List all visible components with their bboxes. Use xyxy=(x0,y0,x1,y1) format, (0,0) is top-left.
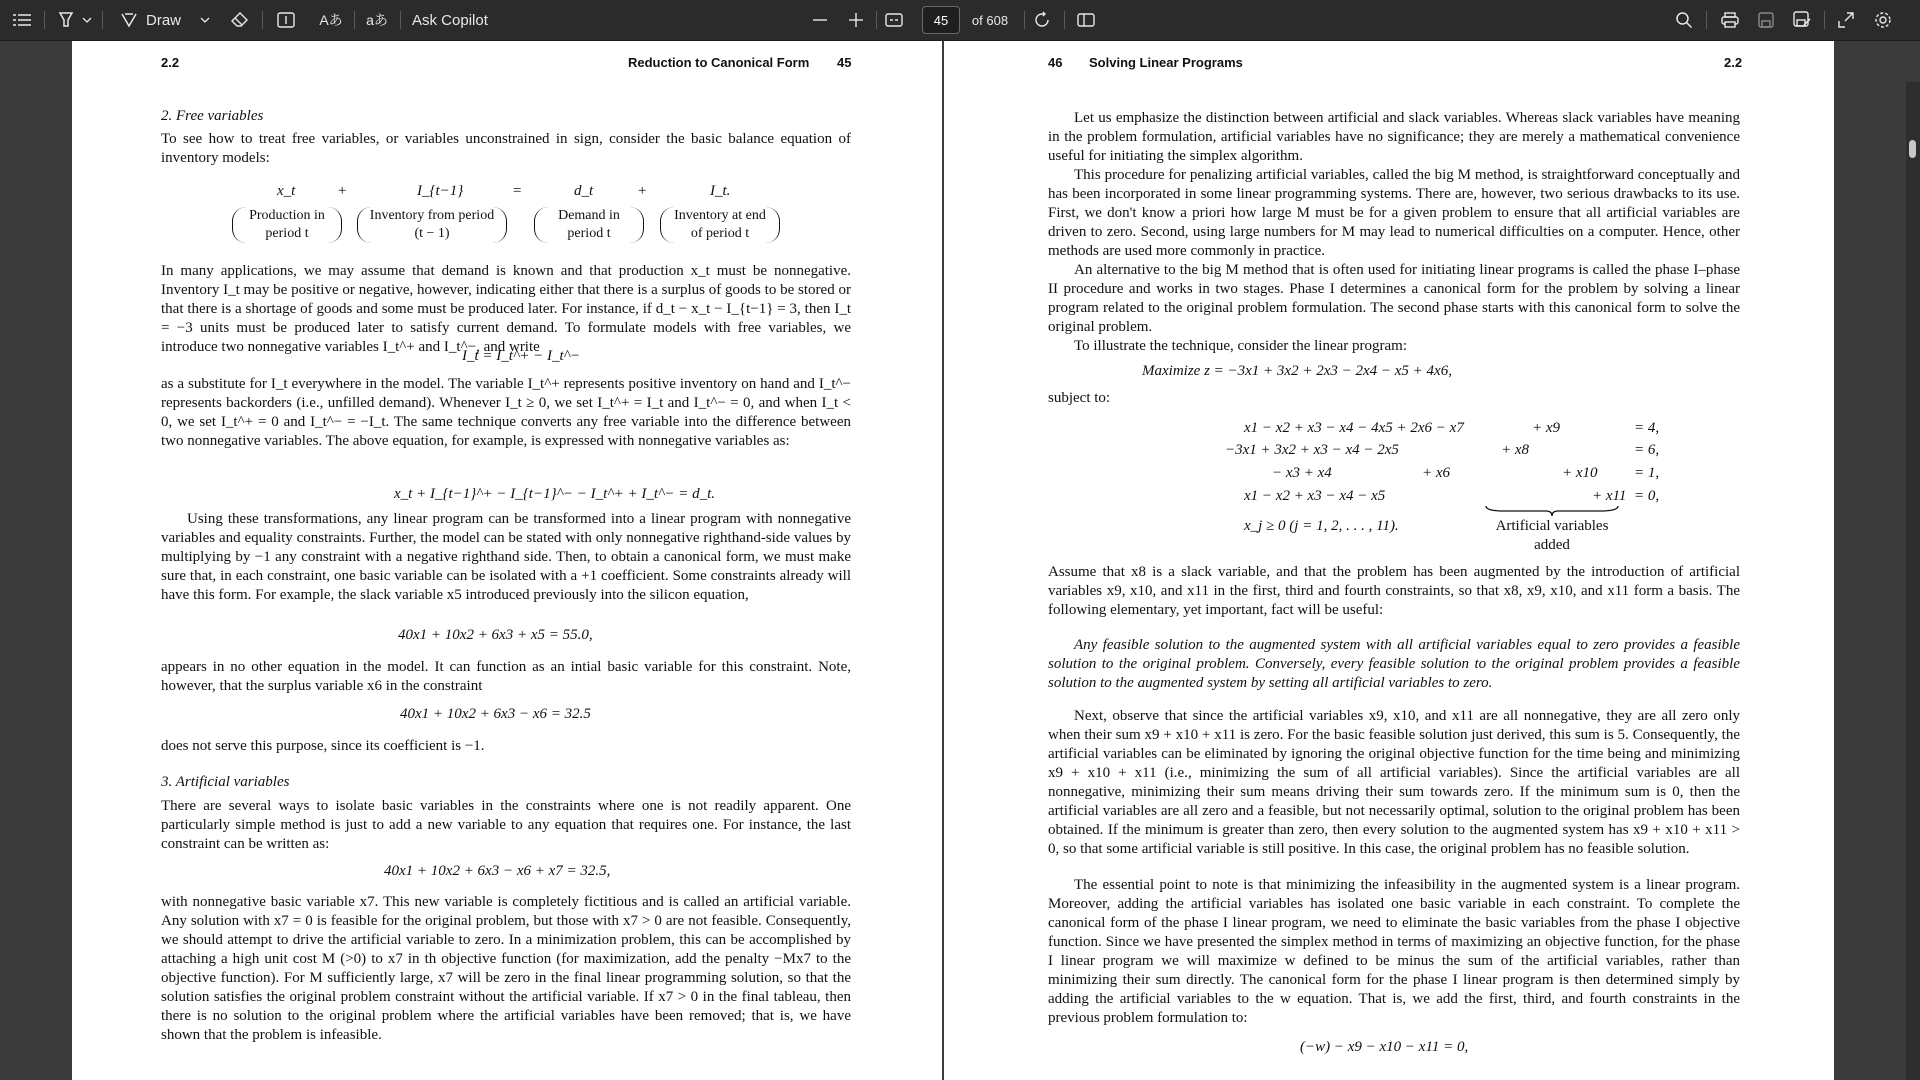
page-running-title: Reduction to Canonical Form xyxy=(628,55,810,70)
read-aloud-glyph: Aあ xyxy=(319,12,343,28)
translate-icon[interactable] xyxy=(364,0,390,40)
paragraph: The essential point to note is that minimizing the infeasibility in the augmented system is a linear program. Moreover, adding the artificial variables has isolated one basic variable in each constraint. To complete the canonical form of the phase I linear program, we need to eliminate the basic variables from the phase I objective function. Since we have presented the simplex method in terms of maximizing an objective function, for the phase I linear program we will maximize w defined to be minus the sum of the artificial variables, rather than minimizing their sum directly. The canonical form for the phase I linear program is then determined simply by adding the artificial variables to the w equation. That is, we add the first, third, and fourth constraints in the previous problem formulation to: xyxy=(1048,877,1740,1026)
pdf-page-46 xyxy=(944,41,1834,1080)
section-heading-artificial-variables: 3. Artificial variables xyxy=(161,774,290,790)
ask-copilot-label: Ask Copilot xyxy=(412,11,488,29)
balance-term: + xyxy=(637,183,648,199)
draw-label: Draw xyxy=(146,11,182,29)
constraint-extra: + x8 xyxy=(1501,442,1530,458)
paragraph: In many applications, we may assume that demand is known and that production x_t must be nonnegative. Inventory I_t may be positive or negative, however, indicating either that there is a surplus of goods to be stored or that there is a shortage of goods and some must be produced later. For instance, if d_t − x_t − I_{t−1} = 3, then I_t = −3 units must be produced later to satisfy current demand. To formulate models with free variables, we introduce two nonnegative variables I_t^+ and I_t^−, and write xyxy=(161,263,851,355)
paragraph: does not serve this purpose, since its coefficient is −1. xyxy=(161,738,485,754)
equation: 40x1 + 10x2 + 6x3 − x6 + x7 = 32.5, xyxy=(384,863,611,879)
paragraph: An alternative to the big M method that is often used for initiating linear programs is called the phase I–phase II procedure and works in two stages. Phase I determines a canonical form for the problem by solving a linear program related to the original problem formulation. The second phase starts with this canonical form to solve the original problem. xyxy=(1048,262,1740,335)
page-number-input[interactable]: 45 xyxy=(922,6,960,34)
paragraph: To see how to treat free variables, or variables unconstrained in sign, consider the basic balance equation of inventory models: xyxy=(161,131,851,166)
constraint-rhs: = 6, xyxy=(1634,442,1660,458)
page-number: 45 xyxy=(837,55,852,70)
read-aloud-icon[interactable] xyxy=(318,0,344,40)
balance-label: Inventory from period (t − 1) xyxy=(357,207,507,243)
paragraph: Assume that x8 is a slack variable, and that the problem has been augmented by the introduction of artificial variables x9, x10, and x11 in the first, third and fourth constraints, so that x8, x9, x10, and x11 form a basis. The following elementary, yet important, fact will be useful: xyxy=(1048,564,1740,618)
constraint-extra: + x11 xyxy=(1592,488,1627,504)
objective-function: Maximize z = −3x1 + 3x2 + 2x3 − 2x4 − x5 + 4x6, xyxy=(1142,363,1452,379)
constraint-extra: + x10 xyxy=(1562,465,1598,481)
balance-term: I_{t−1} xyxy=(417,183,464,199)
equation: I_t = I_t^+ − I_t^− xyxy=(462,348,581,364)
document-viewer[interactable] xyxy=(0,41,1920,1080)
nonnegativity: x_j ≥ 0 (j = 1, 2, . . . , 11). xyxy=(1244,518,1399,534)
equation: x_t + I_{t−1}^+ − I_{t−1}^− − I_t^+ + I_t^− = d_t. xyxy=(394,486,716,502)
translate-glyph: aあ xyxy=(366,12,388,28)
equation: 40x1 + 10x2 + 6x3 + x5 = 55.0, xyxy=(398,627,593,643)
draw-icon xyxy=(120,12,138,28)
paragraph: with nonnegative basic variable x7. This new variable is completely fictitious and is called an artificial variable. Any solution with x7 = 0 is feasible for the original problem, but those with x7 > 0 are not feasible. Consequently, we should attempt to drive the artificial variable to zero. In a minimization problem, this can be accomplished by attaching a high unit cost M (>0) to x7 in th objective function (for maximization, add the penalty −Mx7 to the objective function). For M sufficiently large, x7 will be zero in the final linear programming solution, so that the solution satisfies the original problem constraint without the artificial variable. If x7 > 0 in the final tableau, then there is no solution to the original problem where the artificial variables have been removed; that is, we have shown that the problem is infeasible. xyxy=(161,894,851,1043)
vertical-scrollbar[interactable] xyxy=(1906,82,1920,1080)
paragraph: There are several ways to isolate basic variables in the constraints where one is not readily apparent. One particularly simple method is just to add a new variable to any equation that requires one. For instance, the last constraint can be written as: xyxy=(161,798,851,852)
search-icon[interactable] xyxy=(1672,0,1696,40)
constraint-lhs: x1 − x2 + x3 − x4 − x5 xyxy=(1244,488,1386,504)
total-pages: of 608 xyxy=(971,12,1009,28)
draw-button[interactable] xyxy=(120,0,210,40)
page-number: 46 xyxy=(1048,55,1063,70)
equation: (−w) − x9 − x10 − x11 = 0, xyxy=(1300,1039,1469,1055)
balance-label: Production in period t xyxy=(232,207,342,243)
contents-icon[interactable] xyxy=(8,0,36,40)
settings-icon[interactable] xyxy=(1870,0,1896,40)
fit-page-icon[interactable] xyxy=(882,0,906,40)
zoom-in-icon[interactable] xyxy=(846,0,866,40)
save-as-icon[interactable] xyxy=(1790,0,1814,40)
fullscreen-icon[interactable] xyxy=(1834,0,1858,40)
print-icon[interactable] xyxy=(1718,0,1742,40)
paragraph: appears in no other equation in the model. It can function as an intial basic variable for this constraint. Note, however, that the surplus variable x6 in the constraint xyxy=(161,659,851,694)
balance-term: x_t xyxy=(277,183,296,199)
save-icon[interactable] xyxy=(1754,0,1778,40)
highlight-icon[interactable] xyxy=(54,0,78,40)
toolbar xyxy=(0,0,1920,41)
constraint-lhs: − x3 + x4 xyxy=(1272,465,1332,481)
constraint-lhs: −3x1 + 3x2 + x3 − x4 − 2x5 xyxy=(1225,442,1399,458)
page-view-icon[interactable] xyxy=(1074,0,1098,40)
section-heading-free-variables: 2. Free variables xyxy=(161,108,264,124)
page-running-title: Solving Linear Programs xyxy=(1089,55,1243,70)
equation: 40x1 + 10x2 + 6x3 − x6 = 32.5 xyxy=(400,706,591,722)
paragraph: To illustrate the technique, consider the linear program: xyxy=(1074,338,1408,354)
page-section-number: 2.2 xyxy=(1724,55,1743,70)
brace-label: added xyxy=(1534,537,1570,553)
ask-copilot-button[interactable] xyxy=(412,0,522,40)
subject-to-label: subject to: xyxy=(1048,390,1111,406)
rotate-icon[interactable] xyxy=(1030,0,1054,40)
balance-term: + xyxy=(337,183,348,199)
constraint-lhs: x1 − x2 + x3 − x4 − 4x5 + 2x6 − x7 xyxy=(1244,420,1464,436)
balance-label: Demand in period t xyxy=(534,207,644,243)
constraint-extra: + x9 xyxy=(1532,420,1561,436)
constraint-rhs: = 1, xyxy=(1634,465,1660,481)
chevron-down-icon[interactable] xyxy=(80,0,94,40)
paragraph: This procedure for penalizing artificial variables, called the big M method, is straightforward conceptually and has been incorporated in some linear programming systems. There are, however, two serious drawbacks to its use. First, we don't know a priori how large M must be for a given problem to ensure that all artificial variables are driven to zero. Second, using large numbers for M may lead to numerical difficulties on a computer. Hence, other methods are used more commonly in practice. xyxy=(1048,167,1740,259)
paragraph: Using these transformations, any linear program can be transformed into a linear program with nonnegative variables and equality constraints. Further, the model can be stated with only nonnegative righthand-side values by multiplying by −1 any constraint with a negative righthand side. Then, to obtain a canonical form, we must make sure that, in each constraint, one basic variable can be isolated with a +1 coefficient. Some constraints already will have this form. For example, the slack variable x5 introduced previously into the silicon equation, xyxy=(161,511,851,603)
text-icon[interactable] xyxy=(274,0,298,40)
zoom-out-icon[interactable] xyxy=(810,0,830,40)
balance-term: d_t xyxy=(574,183,594,199)
balance-label: Inventory at end of period t xyxy=(660,207,780,243)
brace-label: Artificial variables xyxy=(1495,518,1609,534)
paragraph: as a substitute for I_t everywhere in the model. The variable I_t^+ represents positive inventory on hand and I_t^− represents backorders (i.e., unfilled demand). Whenever I_t ≥ 0, we set I_t^+ = I_t and I_t^− = 0, and when I_t < 0, we set I_t^+ = 0 and I_t^− = −I_t. The same technique converts any free variable into the difference between two nonnegative variables. The above equation, for example, is expressed with nonnegative variables as: xyxy=(161,376,851,449)
constraint-extra: + x6 xyxy=(1422,465,1451,481)
scroll-thumb[interactable] xyxy=(1909,140,1916,158)
italic-fact: Any feasible solution to the augmented system with all artificial variables equal to zero provides a feasible solution to the original problem. Conversely, every feasible solution to the original problem provides a feasible solution to the augmented system by setting all artificial variables to zero. xyxy=(1048,637,1740,691)
balance-term: = xyxy=(512,183,523,199)
artificial-variables-brace xyxy=(1484,505,1620,517)
pdf-page-45 xyxy=(72,41,942,1080)
erase-icon[interactable] xyxy=(228,0,252,40)
paragraph: Next, observe that since the artificial variables x9, x10, and x11 are all nonnegative, they are all zero only when their sum x9 + x10 + x11 is zero. For the basic feasible solution just derived, this sum is 5. Consequently, the artificial variables can be eliminated by ignoring the original objective function for the time being and minimizing x9 + x10 + x11 (i.e., minimizing the sum of all artificial variables). Since the artificial variables are all nonnegative, minimizing their sum means driving their sum towards zero. If the minimum sum is 0, then the artificial variables are all zero and a feasible, but not necessarily optimal, solution to the original problem has been obtained. If the minimum is greater than zero, then every solution to the augmented system has x9 + x10 + x11 > 0, so that some artificial variable is still positive. In this case, the original problem has no feasible solution. xyxy=(1048,708,1740,857)
page-section-number: 2.2 xyxy=(161,55,180,70)
draw-chevron-icon[interactable] xyxy=(198,0,212,40)
constraint-rhs: = 4, xyxy=(1634,420,1660,436)
constraint-rhs: = 0, xyxy=(1634,488,1660,504)
paragraph: Let us emphasize the distinction between artificial and slack variables. Whereas slack variables have meaning in the problem formulation, artificial variables have no significance; they are merely a mathematical convenience useful for initiating the simplex algorithm. xyxy=(1048,110,1740,164)
balance-term: I_t. xyxy=(710,183,731,199)
